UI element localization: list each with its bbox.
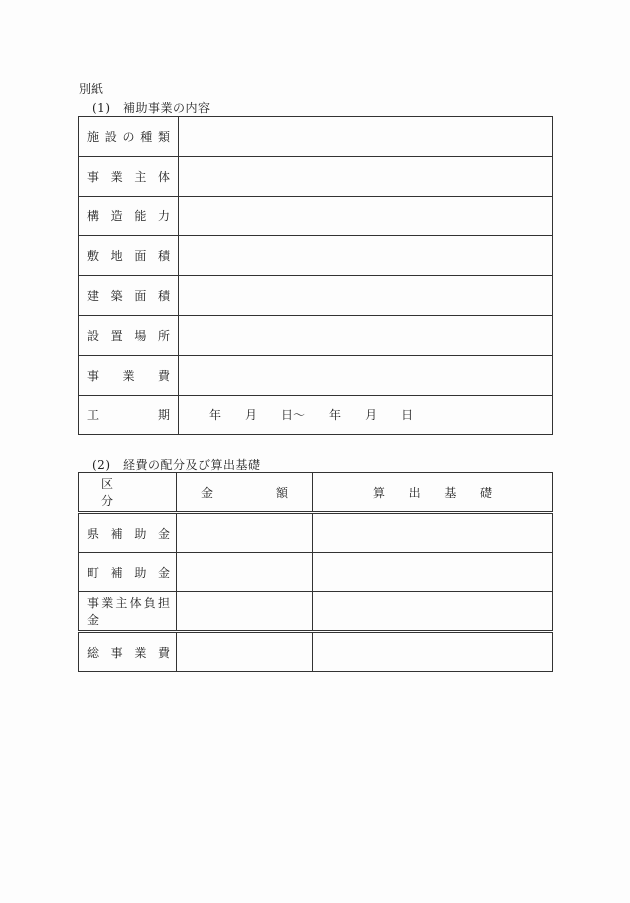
site-area-label: 敷地面積 [79, 236, 179, 276]
project-cost-field[interactable] [179, 355, 553, 395]
basis-header-char-4: 礎 [479, 485, 492, 500]
town-subsidy-amount-field[interactable] [177, 553, 313, 592]
category-header-text: 区分 [101, 477, 140, 508]
owner-share-amount-field[interactable] [177, 592, 313, 632]
structure-capacity-field[interactable] [179, 196, 553, 236]
basis-header-char-2: 出 [408, 485, 421, 500]
amount-header-char-2: 額 [275, 485, 288, 500]
building-area-field[interactable] [179, 276, 553, 316]
prefecture-subsidy-basis-field[interactable] [313, 513, 553, 553]
facility-type-label: 施設の種類 [79, 117, 179, 157]
total-cost-amount-field[interactable] [177, 632, 313, 672]
amount-header [177, 473, 313, 513]
project-owner-field[interactable] [179, 156, 553, 196]
section-1-title: (1) 補助事業の内容 [92, 101, 211, 115]
project-cost-label: 事業費 [79, 355, 179, 395]
category-header [79, 473, 177, 513]
building-area-label: 建築面積 [79, 276, 179, 316]
construction-period-field[interactable] [179, 395, 553, 435]
table-row [79, 276, 553, 316]
calculation-basis-header [313, 473, 553, 513]
owner-share-basis-field[interactable] [313, 592, 553, 632]
project-details-table [78, 116, 553, 435]
end-day-unit: 日 [401, 408, 414, 423]
table-row [79, 156, 553, 196]
prefecture-subsidy-amount-field[interactable] [177, 513, 313, 553]
construction-period-label: 工期 [79, 395, 179, 435]
town-subsidy-label: 町補助金 [79, 553, 177, 592]
site-area-field[interactable] [179, 236, 553, 276]
structure-capacity-label: 構造能力 [79, 196, 179, 236]
table-row [79, 592, 553, 632]
table-row [79, 236, 553, 276]
table-row [79, 395, 553, 435]
start-day-unit: 日〜 [281, 408, 306, 423]
total-cost-label: 総事業費 [79, 632, 177, 672]
prefecture-subsidy-label: 県補助金 [79, 513, 177, 553]
basis-header-char-3: 基 [444, 485, 457, 500]
end-month-unit: 月 [365, 408, 378, 423]
section-2-title: (2) 経費の配分及び算出基礎 [92, 458, 261, 472]
total-cost-basis-field[interactable] [313, 632, 553, 672]
table-row [79, 632, 553, 672]
facility-type-field[interactable] [179, 117, 553, 157]
table-row [79, 196, 553, 236]
table-row [79, 553, 553, 592]
end-year-unit: 年 [329, 408, 342, 423]
start-month-unit: 月 [245, 408, 258, 423]
owner-share-label: 事業主体負担金 [79, 592, 177, 632]
expense-allocation-table [78, 472, 553, 672]
location-field[interactable] [179, 315, 553, 355]
amount-header-char-1: 金 [201, 485, 214, 500]
table-row [79, 117, 553, 157]
location-label: 設置場所 [79, 315, 179, 355]
start-year-unit: 年 [209, 408, 222, 423]
attachment-label: 別紙 [79, 82, 104, 96]
basis-header-char-1: 算 [373, 485, 386, 500]
table-row [79, 315, 553, 355]
table-row [79, 355, 553, 395]
table-row [79, 513, 553, 553]
table-header-row [79, 473, 553, 513]
project-owner-label: 事業主体 [79, 156, 179, 196]
town-subsidy-basis-field[interactable] [313, 553, 553, 592]
